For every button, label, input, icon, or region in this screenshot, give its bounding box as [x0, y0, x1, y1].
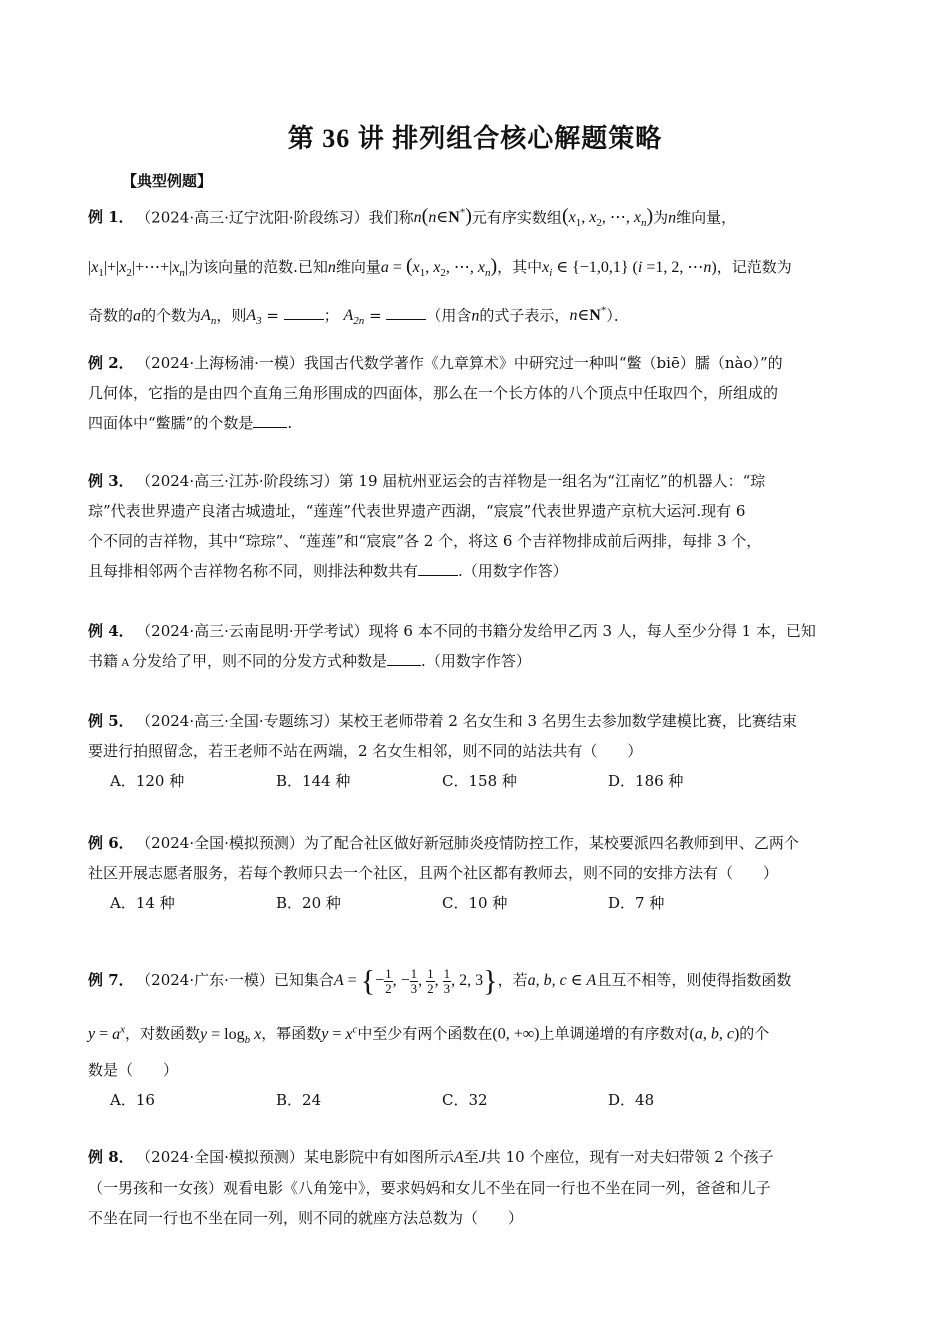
- math-tuple: ($x_1$, $x_2$, ⋯, $x_n$): [561, 205, 654, 230]
- section-heading: 【典型例题】: [122, 172, 213, 190]
- option-c[interactable]: C．32: [442, 1090, 488, 1109]
- example-3: 例 3． （2024·高三·江苏·阶段练习）第 19 届杭州亚运会的吉祥物是一组名为“江南忆”的机器人：“琮 琮”代表世界遗产良渚古城遗址，“莲莲”代表世界遗产西湖，“宸宸”代表世界遗产京杭大运河.现有 6 个不同的吉祥物，其中“琮琮”、“莲莲”和“宸宸”各 2 个，将这 6 个吉祥物排成前后两排，每排 3 个， 且每排相邻两个吉祥物名称不同，则排法种数共有 .（用数字作答）: [88, 472, 766, 580]
- math-vector-a: $a = (x_1$, $x_2$, ⋯, $x_n$): [380, 254, 498, 279]
- example-1: [88, 198, 864, 336]
- example-2-label: 例 2．: [88, 354, 134, 372]
- example-5: 例 5． （2024·高三·全国·专题练习）某校王老师带着 2 名女生和 3 名男生去参加数学建模比赛，比赛结束 要进行拍照留念，若王老师不站在两端，2 名女生相邻，则不同的站法共有（ ） A．120 种 B．144 种 C．158 种 D．186 种: [88, 706, 864, 796]
- example-1-line-3: 奇数的a的个数为$A_n$，则$A_3$ = ； $A_{2n}$ = （用含n的式子表示，n∈N*）．: [88, 304, 629, 328]
- example-8: 例 8． （2024·全国·模拟预测）某电影院中有如图所示A至J共 10 个座位，现有一对夫妇带领 2 个孩子 （一男孩和一女孩）观看电影《八角笼中》，要求妈妈和女儿不坐在同一行也不坐在同一列，爸爸和儿子 不坐在同一行也不坐在同一列，则不同的就座方法总数为（ ）: [88, 1148, 774, 1227]
- example-1-line-1: 例 1． （2024·高三·辽宁沈阳·阶段练习）我们称n(n∈N*)元有序实数组($x_1$, $x_2$, ⋯, $x_n$)为n维向量，: [88, 205, 737, 230]
- option-c[interactable]: C．10 种: [442, 894, 508, 912]
- option-d[interactable]: D．186 种: [608, 772, 684, 790]
- option-b[interactable]: B．144 种: [276, 772, 351, 790]
- example-1-line-2: $|x_1|+|x_2|+\cdots+|x_n|$为该向量的范数.已知n维向量$a = (x_1$, $x_2$, ⋯, $x_n$)，其中$x_i$ ∈ {−1,0,1} (i =1, 2, ⋯n)，记范数为: [88, 254, 792, 279]
- math-n-in-N: n(n∈N*): [413, 205, 472, 228]
- example-6: 例 6． （2024·全国·模拟预测）为了配合社区做好新冠肺炎疫情防控工作，某校要派四名教师到甲、乙两个 社区开展志愿者服务，若每个教师只去一个社区，且两个社区都有教师去，则不同的安排方法有（ ） A．14 种 B．20 种 C．10 种 D．7 种: [88, 828, 864, 918]
- example-5-options: [88, 766, 864, 796]
- option-c[interactable]: C．158 种: [442, 772, 517, 790]
- page-title: 第 36 讲 排列组合核心解题策略: [287, 124, 663, 153]
- option-b[interactable]: B．24: [276, 1090, 322, 1109]
- math-xi-set: $x_i$ ∈ {−1,0,1} (i =1, 2, ⋯n): [542, 258, 717, 279]
- example-6-label: 例 6．: [88, 834, 134, 852]
- example-3-label: 例 3．: [88, 472, 134, 490]
- option-a[interactable]: A．16: [110, 1090, 155, 1109]
- answer-blank[interactable]: [387, 651, 421, 666]
- option-b[interactable]: B．20 种: [276, 894, 341, 912]
- math-set-A: A = {− $\frac{1}{2}$ , − $\frac{1}{3}$ , $\frac{1}{2}$ , $\frac{1}{3}$ , 2, 3}: [333, 964, 498, 998]
- math-norm: $|x_1|+|x_2|+\cdots+|x_n|$: [88, 258, 189, 279]
- example-4: 例 4． （2024·高三·云南昆明·开学考试）现将 6 本不同的书籍分发给甲乙丙 3 人，每人至少分得 1 本，已知 书籍 A 分发给了甲，则不同的分发方式种数是 .（用数字作答）: [88, 622, 816, 670]
- answer-blank[interactable]: [253, 413, 287, 428]
- example-8-label: 例 8．: [88, 1148, 134, 1166]
- answer-blank[interactable]: [284, 305, 324, 320]
- option-d[interactable]: D．48: [608, 1090, 655, 1109]
- example-6-options: [88, 888, 864, 918]
- option-a[interactable]: A．120 种: [110, 772, 185, 790]
- example-1-label: 例 1．: [88, 208, 134, 227]
- example-5-label: 例 5．: [88, 712, 134, 730]
- answer-blank[interactable]: [418, 561, 458, 576]
- example-7: 例 7． （2024·广东·一模）已知集合A = {− $\frac{1}{2}$ , − $\frac{1}{3}$ , $\frac{1}{2}$ , $\frac{1}{3}$ , 2, 3}，若a, b, c ∈ A且互不相等，则使得指数函数 $y = a^x$，对数函数$y = \log_b x$，幂函数$y = x^c$中至少有两个函数在(0, +∞)上单调递增的有序数对(a, b, c)的个 数是（ ） A．16 B．24 C．32 D．48: [88, 955, 864, 1115]
- example-4-label: 例 4．: [88, 622, 134, 640]
- example-7-label: 例 7．: [88, 971, 134, 989]
- option-a[interactable]: A．14 种: [110, 894, 175, 912]
- example-2: 例 2． （2024·上海杨浦·一模）我国古代数学著作《九章算术》中研究过一种叫“鳖（biē）臑（nào）”的 几何体，它指的是由四个直角三角形围成的四面体，那么在一个长方体的八个顶点中任取四个，所组成的 四面体中“鳖臑”的个数是 .: [88, 354, 783, 432]
- example-7-options: [88, 1085, 864, 1115]
- option-d[interactable]: D．7 种: [608, 894, 665, 912]
- answer-blank[interactable]: [386, 305, 426, 320]
